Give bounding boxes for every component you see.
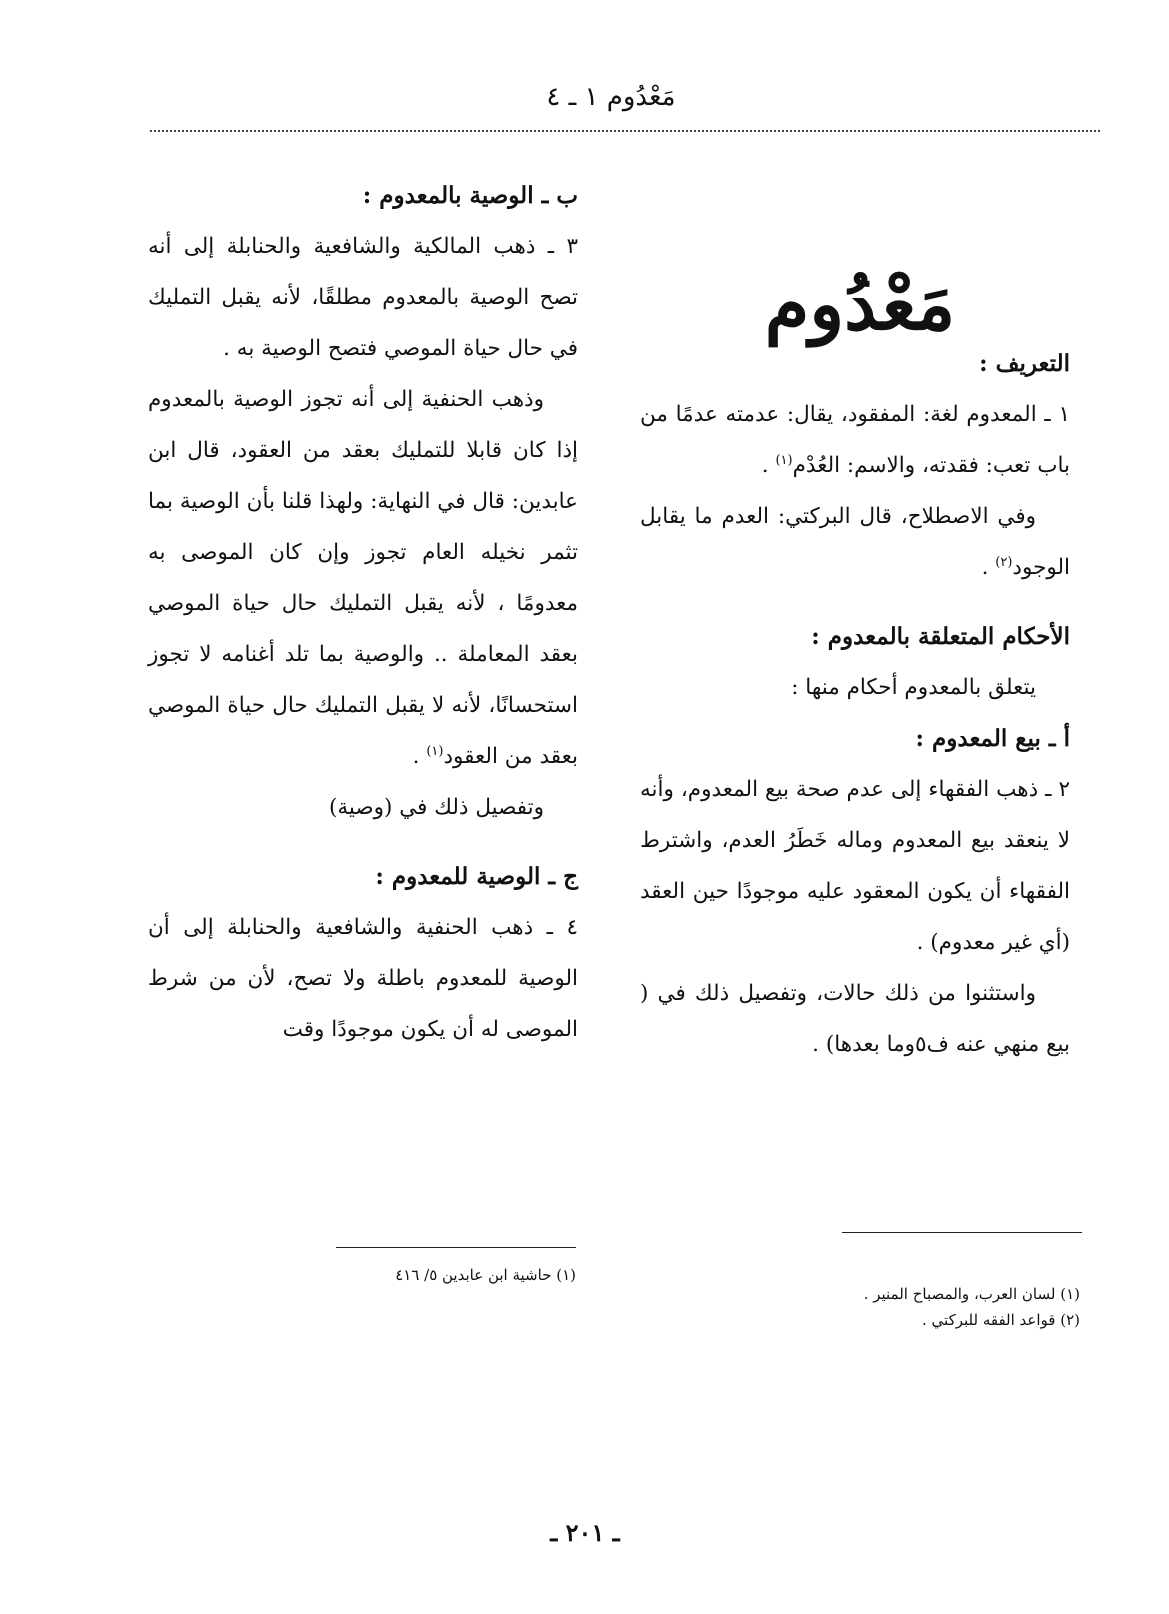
footnote-item: (١) حاشية ابن عابدين ٥/ ٤١٦	[395, 1266, 576, 1284]
footnote-ref: (١)	[426, 743, 444, 759]
page-number: ـ ٢٠١ ـ	[550, 1518, 620, 1547]
paragraph-6-end: .	[412, 744, 427, 769]
will-heading-c: ج ـ الوصية للمعدوم :	[375, 863, 578, 890]
footnotes-right	[780, 1281, 1080, 1333]
paragraph-2-text: وفي الاصطلاح، قال البركتي: العدم ما يقابل الوجود	[640, 504, 1070, 580]
paragraph-1-end: .	[761, 453, 776, 478]
paragraph-2	[640, 491, 1070, 593]
right-column	[640, 338, 1070, 1070]
header-dotted-rule	[150, 130, 1100, 132]
paragraph-5: ٣ ـ ذهب المالكية والشافعية والحنابلة إلى أنه تصح الوصية بالمعدوم مطلقًا، لأنه يقبل التمليك في حال حياة الموصي فتصح الوصية به .	[148, 234, 578, 361]
paragraph-1	[640, 389, 1070, 491]
footnote-rule-left	[336, 1247, 576, 1248]
paragraph-1-text: ١ ـ المعدوم لغة: المفقود، يقال: عدمته عدمًا من باب تعب: فقدته، والاسم: العُدْم	[640, 402, 1070, 478]
entry-title: مَعْدُوم	[764, 261, 956, 346]
footnote-ref: (٢)	[995, 554, 1013, 570]
paragraph-7: وتفصيل ذلك في (وصية)	[328, 795, 544, 820]
rulings-heading: الأحكام المتعلقة بالمعدوم :	[811, 623, 1070, 650]
definition-heading: التعريف :	[979, 350, 1070, 377]
footnote-item: (٢) قواعد الفقه للبركتي .	[922, 1311, 1080, 1329]
paragraph-6	[148, 374, 578, 782]
footnote-ref: (١)	[775, 452, 793, 468]
footnote-item: (١) لسان العرب، والمصباح المنير .	[863, 1285, 1080, 1303]
paragraph-3: ٢ ـ ذهب الفقهاء إلى عدم صحة بيع المعدوم، وأنه لا ينعقد بيع المعدوم وماله خَطَرُ العدم، واشترط الفقهاء أن يكون المعقود عليه موجودًا حين العقد (أي غير معدوم) .	[640, 777, 1070, 955]
footnotes-left	[280, 1262, 576, 1288]
rulings-intro: يتعلق بالمعدوم أحكام منها :	[791, 675, 1036, 700]
footnote-rule-right	[842, 1232, 1082, 1233]
running-header: مَعْدُوم ١ ـ ٤	[546, 82, 676, 112]
paragraph-6-text: وذهب الحنفية إلى أنه تجوز الوصية بالمعدوم إذا كان قابلا للتمليك بعقد من العقود، قال ابن عابدين: قال في النهاية: ولهذا قلنا بأن الوصية بما تثمر نخيله العام تجوز وإن كان الموصى به معدومًا ، لأنه يقبل التمليك حال حياة الموصي بعقد المعاملة .. والوصية بما تلد أغنامه لا تجوز استحسانًا، لأنه لا يقبل التمليك حال حياة الموصي بعقد من العقود	[148, 387, 578, 769]
paragraph-8: ٤ ـ ذهب الحنفية والشافعية والحنابلة إلى أن الوصية للمعدوم باطلة ولا تصح، لأن من شرط الموصى له أن يكون موجودًا وقت	[148, 915, 578, 1042]
will-heading-b: ب ـ الوصية بالمعدوم :	[362, 182, 578, 209]
left-column	[148, 170, 578, 1055]
paragraph-4: واستثنوا من ذلك حالات، وتفصيل ذلك في ( بيع منهي عنه ف٥وما بعدها) .	[640, 981, 1070, 1057]
paragraph-2-end: .	[981, 555, 996, 580]
sale-heading: أ ـ بيع المعدوم :	[915, 725, 1070, 752]
